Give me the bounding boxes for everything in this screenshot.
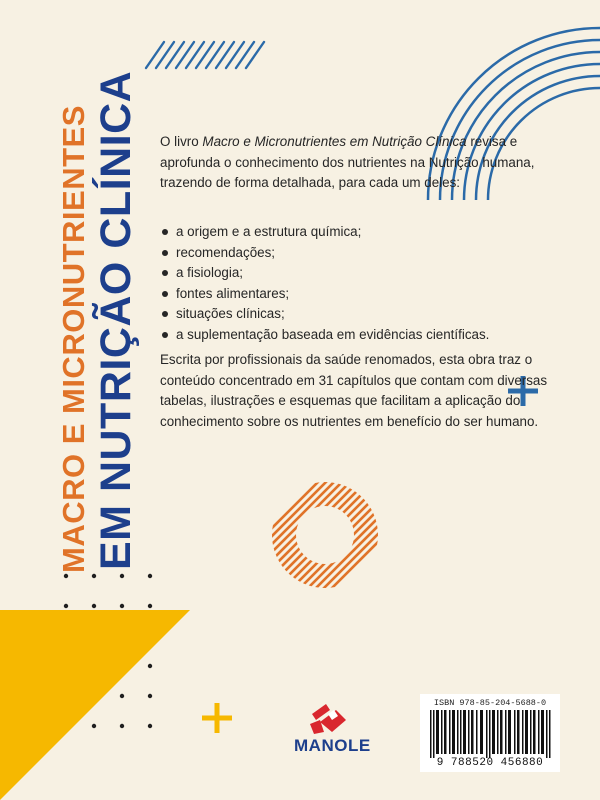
list-item: a suplementação baseada em evidências científicas.	[160, 325, 555, 346]
bullet-icon	[162, 270, 168, 276]
barcode-bars	[428, 710, 552, 758]
bullet-icon	[162, 311, 168, 317]
intro-suffix: revisa e aprofunda o conhecimento dos nutrientes na Nutrição humana, trazendo de forma detalhada, para cada um deles:	[160, 134, 535, 190]
publisher-name: MANOLE	[294, 736, 371, 755]
intro-book-title: Macro e Micronutrientes em Nutrição Clínica	[202, 134, 467, 149]
bullet-icon	[162, 250, 168, 256]
manole-logo-icon	[306, 700, 352, 736]
list-item: fontes alimentares;	[160, 284, 555, 305]
cover-title-line1: MACRO E MICRONUTRIENTES	[56, 105, 91, 573]
topics-list	[160, 222, 555, 345]
plus-icon	[200, 701, 234, 735]
list-item: situações clínicas;	[160, 304, 555, 325]
list-item: recomendações;	[160, 243, 555, 264]
bullet-icon	[162, 332, 168, 338]
yellow-triangle-decoration	[0, 610, 190, 800]
bullet-icon	[162, 291, 168, 297]
diagonal-dashes-decoration	[140, 34, 300, 74]
list-item: a fisiologia;	[160, 263, 555, 284]
striped-circle-decoration	[270, 480, 380, 590]
description-paragraph: Escrita por profissionais da saúde renomados, esta obra traz o conteúdo concentrado em 31 capítulos que contam com diversas tabelas, ilustrações e esquemas que facilitam a aplicação do conhecimento sobre os nutrientes em benefício do ser humano.	[160, 352, 548, 429]
intro-prefix: O livro	[160, 134, 203, 149]
list-item: a origem e a estrutura química;	[160, 222, 555, 243]
cover-title-line2: EM NUTRIÇÃO CLÍNICA	[92, 70, 140, 570]
bullet-icon	[162, 229, 168, 235]
intro-paragraph	[160, 132, 555, 194]
barcode-number: 9 788520 456880	[436, 757, 544, 769]
barcode	[420, 694, 560, 772]
isbn-label: ISBN 978-85-204-5688-0	[433, 698, 547, 708]
